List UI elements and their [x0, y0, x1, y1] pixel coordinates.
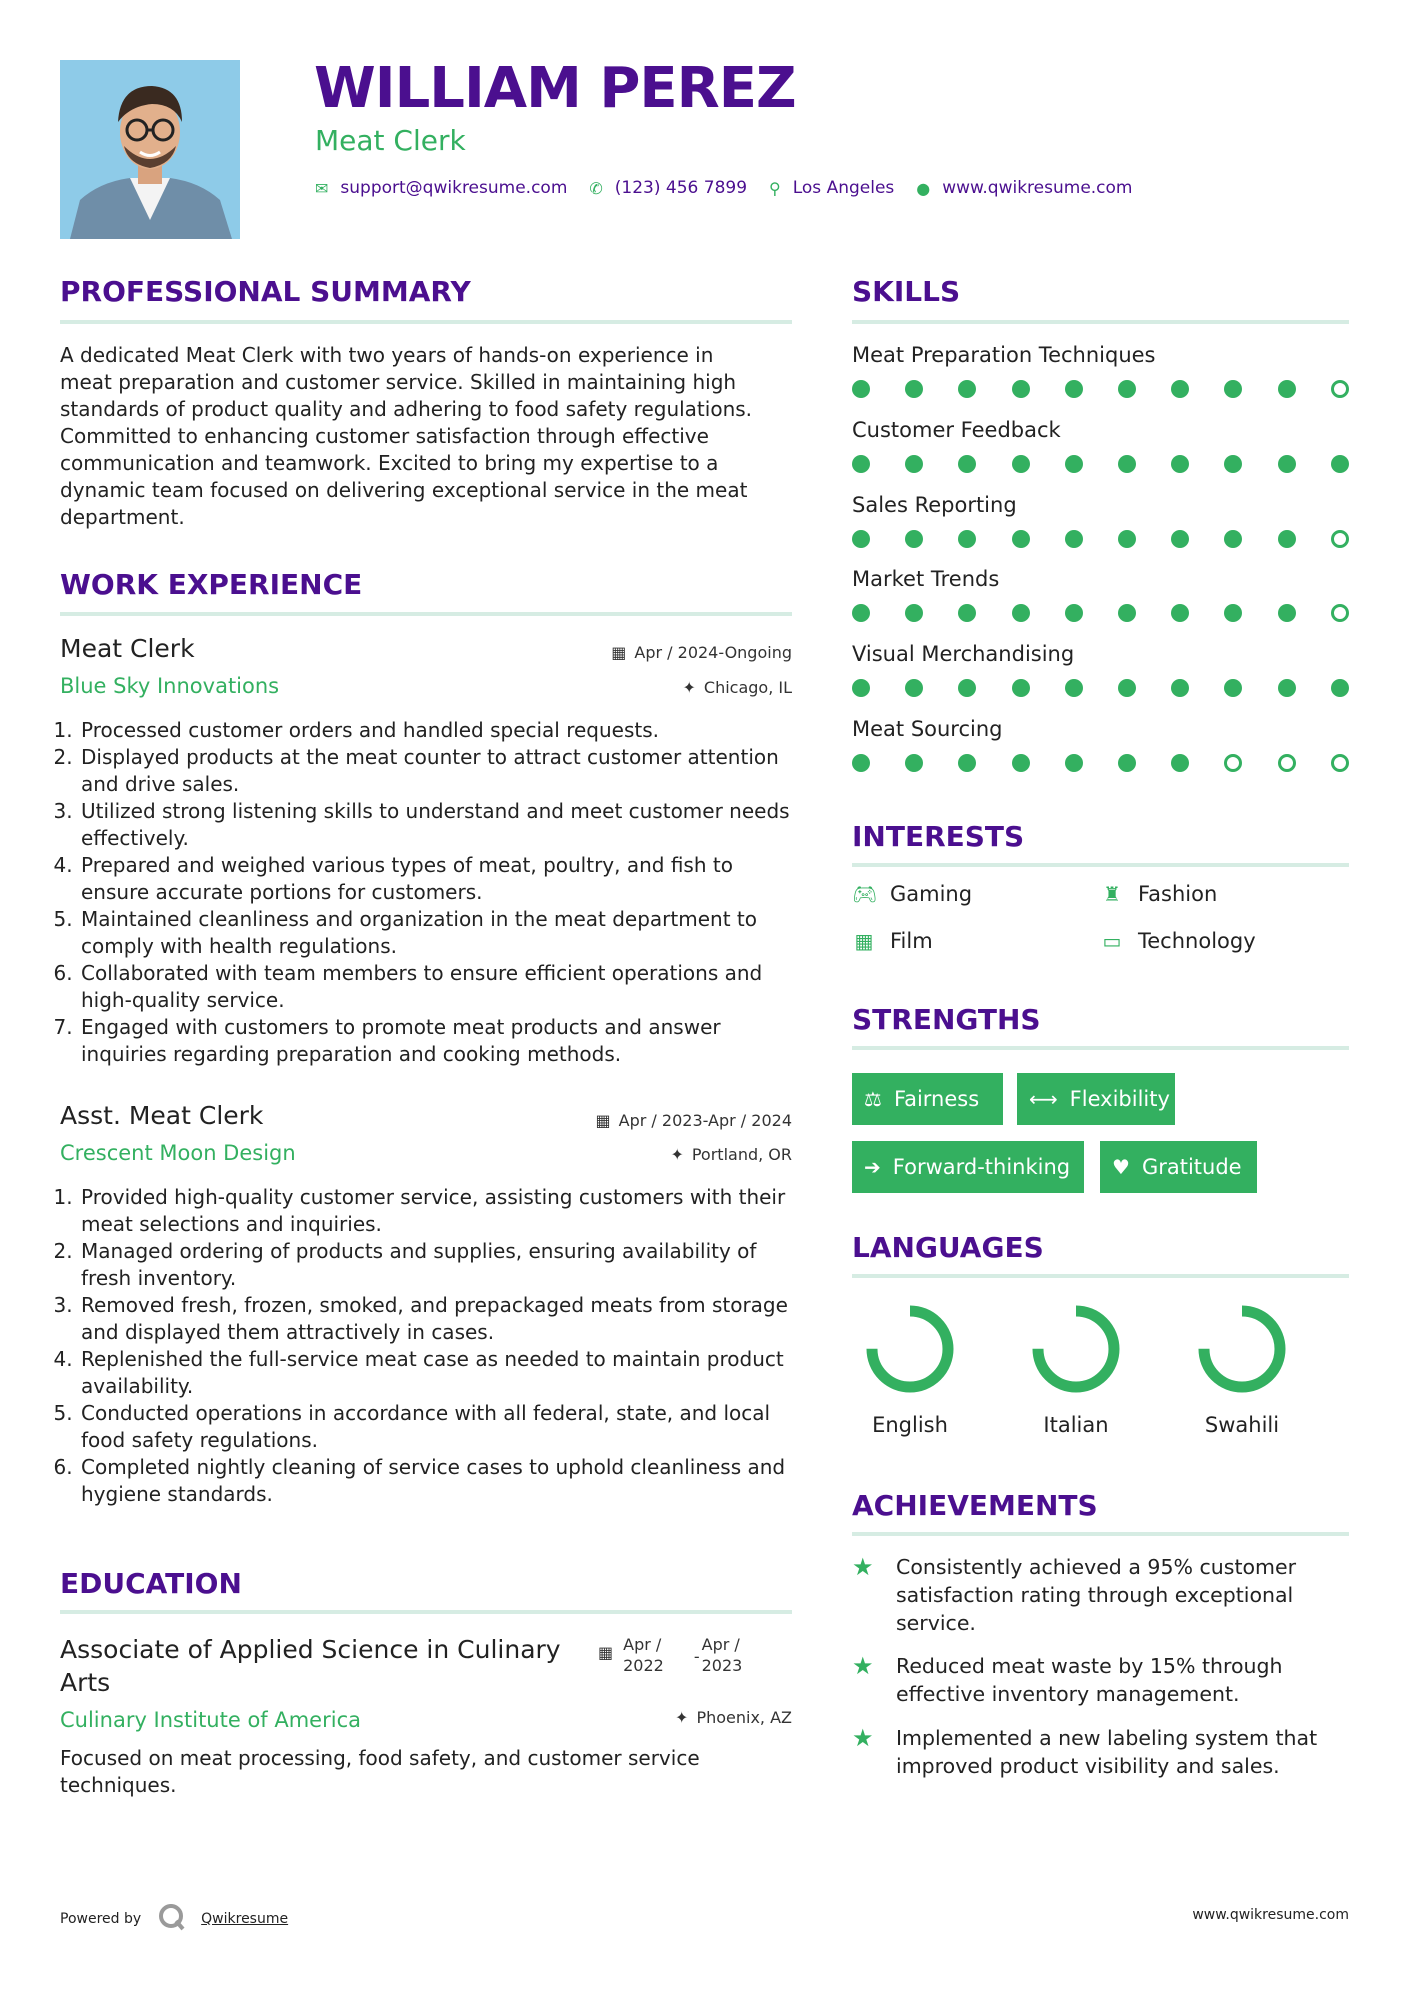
skill-name: Market Trends: [852, 567, 1000, 592]
strength-badge: [1017, 1073, 1175, 1125]
language-proficiency-ring: [1196, 1303, 1288, 1395]
job-bullet: 6. Collaborated with team members to ensure efficient operations and high-quality service.: [79, 960, 795, 1014]
rating-dot-empty: [1331, 380, 1349, 398]
rating-dot-filled: [1118, 530, 1136, 548]
education-start-month: Apr /: [623, 1635, 662, 1654]
achievement-text: [896, 1724, 1317, 1780]
skill-rating: [852, 455, 1349, 475]
rating-dot-filled: [1012, 604, 1030, 622]
degree-line: Associate of Applied Science in Culinary: [60, 1635, 561, 1664]
rating-dot-filled: [1118, 679, 1136, 697]
gamepad-icon: 🎮︎: [852, 882, 878, 906]
rating-dot-filled: [852, 679, 870, 697]
rating-dot-filled: [958, 754, 976, 772]
job-location: [682, 678, 792, 697]
rating-dot-filled: [1278, 455, 1296, 473]
rating-dot-empty: [1224, 754, 1242, 772]
education-degree: [60, 1633, 561, 1699]
education-end: [702, 1634, 743, 1676]
strength-label: Forward-thinking: [892, 1155, 1071, 1179]
skill-name: Sales Reporting: [852, 492, 1017, 517]
summary-text: [60, 342, 800, 531]
rating-dot-filled: [1278, 530, 1296, 548]
star-trophy-icon: ★: [852, 1553, 874, 1581]
profile-photo: [60, 60, 240, 239]
language-name: Swahili: [1204, 1413, 1280, 1437]
contact-email[interactable]: support@qwikresume.com: [340, 178, 568, 198]
rating-dot-filled: [852, 604, 870, 622]
rating-dot-filled: [905, 679, 923, 697]
pushpin-icon: ✦: [670, 1145, 684, 1164]
calendar-icon: ▦: [595, 1111, 611, 1130]
skill-name: Meat Preparation Techniques: [852, 343, 1156, 367]
rating-dot-filled: [905, 380, 923, 398]
language-proficiency-ring: [864, 1303, 956, 1395]
job-bullet: 7. Engaged with customers to promote meat products and answer inquiries regarding preparation and cooking methods.: [79, 1014, 795, 1068]
job-bullets: [60, 1184, 795, 1508]
calendar-icon: ▦: [611, 643, 627, 662]
interest-label: Gaming: [890, 882, 973, 906]
achievement-text: [896, 1652, 1283, 1708]
map-pin-icon: ⚲: [769, 178, 781, 198]
achievement-text: [896, 1553, 1296, 1637]
rating-dot-filled: [1331, 679, 1349, 697]
candidate-title: Meat Clerk: [315, 124, 466, 157]
education-school: Culinary Institute of America: [60, 1708, 361, 1732]
job-dates: [596, 1111, 792, 1130]
achievement-line: Consistently achieved a 95% customer: [896, 1555, 1297, 1579]
skill-rating: [852, 604, 1349, 624]
strengths-heading: STRENGTHS: [852, 1003, 1041, 1036]
rating-dot-filled: [905, 530, 923, 548]
qwikresume-link[interactable]: Qwikresume: [201, 1911, 289, 1927]
achievement-line: Implemented a new labeling system that: [896, 1726, 1318, 1750]
rating-dot-filled: [1224, 679, 1242, 697]
rating-dot-filled: [905, 604, 923, 622]
education-end-year: 2023: [701, 1656, 743, 1675]
achievements-heading: ACHIEVEMENTS: [852, 1489, 1098, 1522]
interest-film: [852, 929, 933, 953]
rating-dot-filled: [1065, 380, 1083, 398]
rating-dot-filled: [1065, 679, 1083, 697]
rating-dot-empty: [1278, 754, 1296, 772]
globe-icon: ●: [916, 178, 931, 198]
strength-label: Gratitude: [1141, 1155, 1242, 1179]
summary-line: dynamic team focused on delivering exceptional service in the meat: [60, 478, 748, 502]
language-name: Italian: [1043, 1413, 1109, 1437]
job-bullet: 5. Maintained cleanliness and organization in the meat department to comply with health regulations.: [79, 906, 795, 960]
summary-line: standards of product quality and adhering to food safety regulations.: [60, 397, 753, 421]
achievement-line: service.: [896, 1611, 976, 1635]
rating-dot-empty: [1331, 754, 1349, 772]
phone-icon: ✆: [589, 178, 603, 198]
rating-dot-filled: [1012, 530, 1030, 548]
job-location-text: Chicago, IL: [703, 678, 792, 697]
job-bullet: 2. Managed ordering of products and supplies, ensuring availability of fresh inventory.: [79, 1238, 795, 1292]
envelope-icon: ✉: [315, 178, 329, 198]
job-bullets: [60, 717, 795, 1068]
rating-dot-filled: [1171, 380, 1189, 398]
footer-website[interactable]: www.qwikresume.com: [1192, 1907, 1349, 1923]
summary-line: A dedicated Meat Clerk with two years of hands-on experience in: [60, 343, 714, 367]
summary-line: meat preparation and customer service. Skilled in maintaining high: [60, 370, 737, 394]
skills-divider: [852, 320, 1349, 324]
heart-icon: ♥: [1112, 1155, 1130, 1179]
achievement-item: [852, 1553, 1332, 1637]
job-bullet: 3. Utilized strong listening skills to understand and meet customer needs effectively.: [79, 798, 795, 852]
education-start: [623, 1634, 664, 1676]
pushpin-icon: ✦: [675, 1708, 689, 1727]
languages-heading: LANGUAGES: [852, 1231, 1044, 1264]
powered-by-label: Powered by: [60, 1911, 142, 1927]
rating-dot-filled: [1118, 455, 1136, 473]
job-bullet: 2. Displayed products at the meat counter to attract customer attention and drive sales.: [79, 744, 795, 798]
education-dates: [598, 1634, 742, 1676]
arrow-right-icon: ➔: [864, 1155, 881, 1179]
rating-dot-filled: [1118, 380, 1136, 398]
rating-dot-filled: [958, 679, 976, 697]
rating-dot-filled: [1065, 455, 1083, 473]
strength-badge: [1100, 1141, 1257, 1193]
education-desc-line: techniques.: [60, 1773, 177, 1797]
job-bullet: 6. Completed nightly cleaning of service cases to uphold cleanliness and hygiene standards.: [79, 1454, 795, 1508]
degree-line: Arts: [60, 1668, 111, 1697]
skill-rating: [852, 380, 1349, 400]
summary-line: Committed to enhancing customer satisfaction through effective: [60, 424, 709, 448]
skill-rating: [852, 754, 1349, 774]
skill-rating: [852, 679, 1349, 699]
rating-dot-filled: [1065, 604, 1083, 622]
education-heading: EDUCATION: [60, 1567, 242, 1600]
summary-line: communication and teamwork. Excited to bring my expertise to a: [60, 451, 719, 475]
rating-dot-filled: [958, 530, 976, 548]
rating-dot-empty: [1331, 604, 1349, 622]
skill-name: Visual Merchandising: [852, 642, 1075, 667]
contact-location: Los Angeles: [792, 178, 895, 198]
interest-fashion: [1100, 882, 1217, 906]
rating-dot-filled: [1171, 604, 1189, 622]
rating-dot-filled: [852, 380, 870, 398]
star-trophy-icon: ★: [852, 1724, 874, 1752]
skill-name: Customer Feedback: [852, 417, 1061, 442]
skill-name: Meat Sourcing: [852, 717, 1003, 741]
rating-dot-filled: [1171, 679, 1189, 697]
rating-dot-filled: [1012, 455, 1030, 473]
education-desc-line: Focused on meat processing, food safety, and customer service: [60, 1746, 700, 1770]
job-location-text: Portland, OR: [691, 1145, 792, 1164]
rating-dot-empty: [1331, 530, 1349, 548]
language-proficiency-ring: [1030, 1303, 1122, 1395]
rating-dot-filled: [1171, 530, 1189, 548]
job-dates-text: Apr / 2023-Apr / 2024: [618, 1111, 792, 1130]
contact-website[interactable]: www.qwikresume.com: [942, 178, 1133, 198]
achievement-line: effective inventory management.: [896, 1682, 1240, 1706]
date-separator: -: [693, 1647, 700, 1666]
rating-dot-filled: [1331, 455, 1349, 473]
rating-dot-filled: [1224, 604, 1242, 622]
achievement-line: satisfaction rating through exceptional: [896, 1583, 1294, 1607]
rating-dot-filled: [958, 380, 976, 398]
achievement-line: improved product visibility and sales.: [896, 1754, 1280, 1778]
achievement-line: Reduced meat waste by 15% through: [896, 1654, 1283, 1678]
job-bullet: 4. Replenished the full-service meat case as needed to maintain product availability.: [79, 1346, 795, 1400]
footer-powered-by: [60, 1902, 288, 1936]
interest-gaming: [852, 882, 972, 906]
job-bullet: 5. Conducted operations in accordance with all federal, state, and local food safety regulations.: [79, 1400, 795, 1454]
experience-divider: [60, 612, 792, 616]
rating-dot-filled: [1012, 380, 1030, 398]
rating-dot-filled: [1224, 380, 1242, 398]
achievement-item: [852, 1652, 1332, 1708]
summary-heading: PROFESSIONAL SUMMARY: [60, 275, 471, 308]
strength-badge: [852, 1073, 1003, 1125]
job-location: [670, 1145, 792, 1164]
rating-dot-filled: [1012, 754, 1030, 772]
language-item: [850, 1303, 970, 1437]
language-proficiency-arc: [1204, 1311, 1280, 1387]
rating-dot-filled: [1278, 380, 1296, 398]
language-proficiency-arc: [872, 1311, 948, 1387]
rating-dot-filled: [1012, 679, 1030, 697]
rating-dot-filled: [1118, 754, 1136, 772]
languages-divider: [852, 1274, 1349, 1278]
rating-dot-filled: [958, 604, 976, 622]
skills-heading: SKILLS: [852, 275, 961, 308]
language-proficiency-arc: [1038, 1311, 1114, 1387]
job-bullet: 1. Provided high-quality customer service, assisting customers with their meat selections and inquiries.: [79, 1184, 795, 1238]
rating-dot-filled: [1224, 530, 1242, 548]
rating-dot-filled: [1224, 455, 1242, 473]
calendar-icon: ▦: [598, 1643, 614, 1662]
job-title: Meat Clerk: [60, 634, 195, 663]
education-location-text: Phoenix, AZ: [696, 1708, 792, 1727]
star-trophy-icon: ★: [852, 1652, 874, 1680]
education-location: [675, 1708, 792, 1727]
job-bullet: 1. Processed customer orders and handled special requests.: [79, 717, 795, 744]
achievement-item: [852, 1724, 1332, 1780]
language-name: English: [872, 1413, 948, 1437]
strengths-divider: [852, 1046, 1349, 1050]
rating-dot-filled: [1118, 604, 1136, 622]
strength-label: Fairness: [893, 1087, 980, 1111]
job-company: Blue Sky Innovations: [60, 674, 280, 698]
language-item: [1016, 1303, 1136, 1437]
skill-rating: [852, 530, 1349, 550]
rating-dot-filled: [905, 455, 923, 473]
balance-scale-icon: ⚖: [864, 1087, 882, 1111]
rating-dot-filled: [1171, 754, 1189, 772]
job-company: Crescent Moon Design: [60, 1141, 296, 1165]
arrows-horizontal-icon: ⟷: [1029, 1087, 1058, 1111]
experience-heading: WORK EXPERIENCE: [60, 568, 363, 601]
strength-label: Flexibility: [1069, 1087, 1170, 1111]
rating-dot-filled: [1278, 679, 1296, 697]
laptop-icon: ▭: [1102, 929, 1122, 953]
rating-dot-filled: [1171, 455, 1189, 473]
summary-line: department.: [60, 505, 185, 529]
film-icon: ▦: [854, 929, 874, 953]
interest-label: Film: [890, 929, 933, 953]
rating-dot-filled: [1065, 754, 1083, 772]
job-title: Asst. Meat Clerk: [60, 1101, 264, 1130]
education-end-month: Apr /: [701, 1635, 740, 1654]
strength-badge: [852, 1141, 1084, 1193]
education-description: [60, 1745, 800, 1799]
contact-bar: [315, 178, 1155, 198]
candidate-name: WILLIAM PEREZ: [314, 56, 796, 121]
shopping-bag-icon: ♜: [1103, 882, 1121, 906]
job-bullet: 3. Removed fresh, frozen, smoked, and prepackaged meats from storage and displayed them attractively in cases.: [79, 1292, 795, 1346]
interests-heading: INTERESTS: [852, 820, 1025, 853]
interest-label: Technology: [1138, 929, 1256, 953]
rating-dot-filled: [905, 754, 923, 772]
education-start-year: 2022: [623, 1656, 664, 1675]
rating-dot-filled: [852, 530, 870, 548]
interests-divider: [852, 863, 1349, 867]
job-bullet: 4. Prepared and weighed various types of meat, poultry, and fish to ensure accurate portions for customers.: [79, 852, 795, 906]
job-dates-text: Apr / 2024-Ongoing: [634, 643, 792, 662]
rating-dot-filled: [852, 455, 870, 473]
summary-divider: [60, 320, 792, 324]
rating-dot-filled: [958, 455, 976, 473]
language-item: [1182, 1303, 1302, 1437]
achievements-divider: [852, 1532, 1349, 1536]
job-dates: [611, 643, 792, 662]
interest-technology: [1100, 929, 1256, 953]
rating-dot-filled: [1278, 604, 1296, 622]
contact-phone: (123) 456 7899: [614, 178, 748, 198]
interest-label: Fashion: [1138, 882, 1218, 906]
rating-dot-filled: [852, 754, 870, 772]
rating-dot-filled: [1065, 530, 1083, 548]
pushpin-icon: ✦: [682, 678, 696, 697]
education-divider: [60, 1610, 792, 1614]
qwikresume-logo-icon: [157, 1902, 187, 1936]
